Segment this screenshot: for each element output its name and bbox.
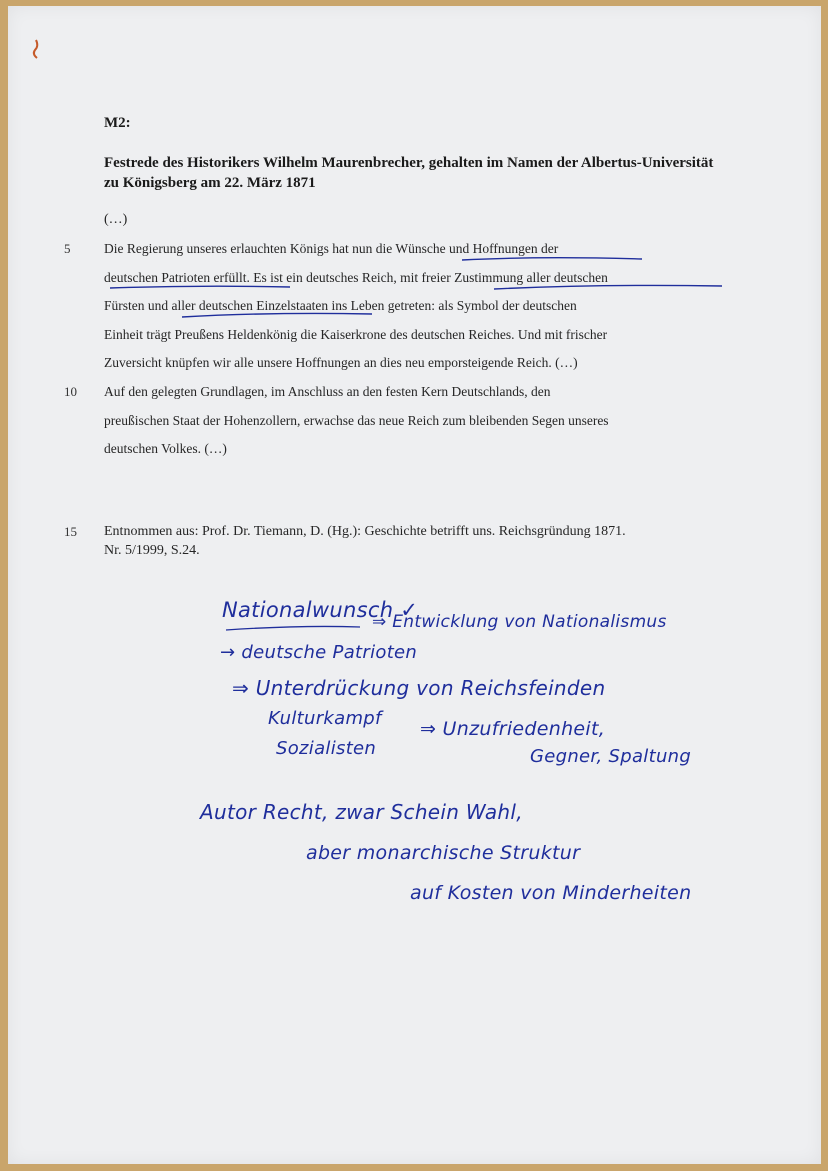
intro-ellipsis: (…) — [104, 212, 128, 227]
line-text: preußischen Staat der Hohenzollern, erwachse das neue Reich zum bleibenden Segen unseres — [104, 412, 609, 428]
note-entwicklung: ⇒ Entwicklung von Nationalismus — [372, 612, 667, 632]
note-kulturkampf: Kulturkampf — [268, 708, 382, 729]
note-minderheiten: auf Kosten von Minderheiten — [410, 882, 692, 904]
note-monarchische-struktur: aber monarchische Struktur — [306, 842, 581, 864]
line-text: deutschen Volkes. (…) — [104, 441, 227, 457]
note-nationalwunsch: Nationalwunsch ✓ — [222, 598, 419, 622]
text-line — [104, 435, 744, 464]
source-citation — [64, 522, 744, 560]
text-line — [104, 349, 744, 378]
note-spaltung: Gegner, Spaltung — [530, 746, 692, 767]
text-line — [64, 378, 744, 407]
text-line — [104, 264, 744, 293]
line-text: Fürsten und aller deutschen Einzelstaaten ins Leben getreten: als Symbol der deutschen — [104, 298, 577, 314]
note-autor-recht: Autor Recht, zwar Schein Wahl, — [200, 800, 523, 824]
line-text: Zuversicht knüpfen wir alle unsere Hoffnungen an dies neu emporsteigende Reich. (…) — [104, 355, 578, 371]
line-number: 15 — [64, 524, 77, 539]
source-line: Nr. 5/1999, S.24. — [104, 543, 200, 558]
text-line — [104, 292, 744, 321]
line-text: deutschen Patrioten erfüllt. Es ist ein deutsches Reich, mit freier Zustimmung aller deutschen — [104, 269, 608, 285]
line-text: Einheit trägt Preußens Heldenkönig die Kaiserkrone des deutschen Reiches. Und mit frischer — [104, 326, 608, 342]
source-line: Entnommen aus: Prof. Dr. Tiemann, D. (Hg.): Geschichte betrifft uns. Reichsgründung 1871. — [104, 524, 626, 539]
text-line — [104, 321, 744, 350]
line-number: 10 — [64, 383, 77, 399]
note-sozialisten: Sozialisten — [276, 738, 377, 759]
note-unterdrueckung: ⇒ Unterdrückung von Reichsfeinden — [232, 676, 606, 700]
note-unzufriedenheit: ⇒ Unzufriedenheit, — [420, 718, 606, 740]
line-number: 5 — [64, 241, 71, 256]
line-text: Auf den gelegten Grundlagen, im Anschluss an den festen Kern Deutschlands, den — [104, 383, 551, 399]
pen-mark — [30, 38, 42, 60]
material-label: M2: — [104, 115, 131, 131]
text-line — [104, 407, 744, 436]
note-patrioten: → deutsche Patrioten — [220, 642, 418, 663]
line-text: Die Regierung unseres erlauchten Königs hat nun die Wünsche und Hoffnungen der — [104, 241, 559, 256]
text-line — [64, 235, 744, 264]
document-title: Festrede des Historikers Wilhelm Maurenbrecher, gehalten im Namen der Albertus-Universität zu Königsberg am 22. März 1871 — [104, 155, 714, 191]
speech-text — [64, 235, 744, 464]
